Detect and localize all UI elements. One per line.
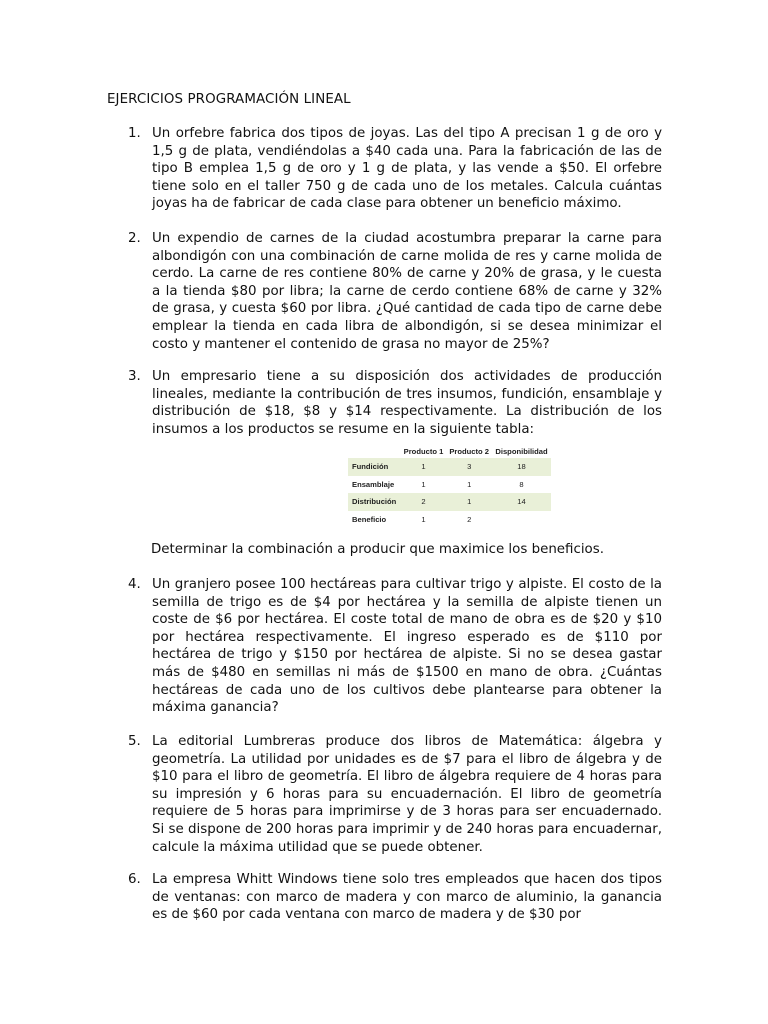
exercise-number: 6.: [128, 872, 141, 887]
exercise-5: [128, 733, 662, 856]
exercise-text: Un granjero posee 100 hectáreas para cultivar trigo y alpiste. El costo de la semilla de trigo es de $4 por hectárea y la semilla de alpiste tienen un coste de $6 por hectárea. El coste total de mano de obra es de $20 y $10 por hectárea respectivamente. El ingreso esperado es de $110 por hectárea de trigo y $150 por hectárea de alpiste. Si no se desea gastar más de $480 en semillas ni más de $1500 en mano de obra. ¿Cuántas hectáreas de cada uno de los cultivos debe plantearse para obtener la máxima ganancia?: [152, 577, 662, 716]
table-row: [348, 476, 551, 494]
table-cell: 2: [467, 514, 472, 524]
table-cell: 2: [401, 493, 447, 511]
exercise-text: La empresa Whitt Windows tiene solo tres empleados que hacen dos tipos de ventanas: con marco de madera y con marco de aluminio, la ganancia es de $60 por cada ventana con marco de madera y de $30 por: [152, 872, 662, 923]
table-cell: 1: [467, 479, 472, 489]
table-header-cell: Disponibilidad: [495, 446, 548, 456]
table-cell: 3: [446, 458, 492, 476]
exercise-number: 5.: [128, 734, 141, 749]
page-title: EJERCICIOS PROGRAMACIÓN LINEAL: [107, 92, 351, 107]
exercise-text: Un expendio de carnes de la ciudad acostumbra preparar la carne para albondigón con una combinación de carne molida de res y carne molida de cerdo. La carne de res contiene 80% de carne y 20% de grasa, y le cuesta a la tienda $80 por libra; la carne de cerdo contiene 68% de carne y 32% de grasa, y cuesta $60 por libra. ¿Qué cantidad de cada tipo de carne debe emplear la tienda en cada libra de albondigón, si se desea minimizar el costo y mantener el contenido de grasa no mayor de 25%?: [152, 231, 662, 352]
table-row: [348, 458, 551, 476]
table-header-cell: [348, 444, 401, 458]
table-row-label: Beneficio: [352, 514, 387, 524]
exercise-number: 2.: [128, 231, 141, 246]
table-row-label: Distribución: [348, 493, 401, 511]
table-cell: 1: [401, 458, 447, 476]
exercise-number: 1.: [128, 126, 141, 141]
exercise-number: 3.: [128, 369, 141, 384]
exercise-3-note: Determinar la combinación a producir que maximice los beneficios.: [151, 542, 604, 557]
table-cell: 18: [492, 458, 551, 476]
table-header-cell: Producto 1: [403, 446, 444, 456]
production-table: [348, 444, 551, 528]
table-cell: [492, 511, 551, 529]
exercise-4: [128, 576, 662, 717]
exercise-6: [128, 871, 662, 924]
exercise-text: La editorial Lumbreras produce dos libros de Matemática: álgebra y geometría. La utilidad por unidades es de $7 para el libro de álgebra y de $10 para el libro de geometría. El libro de álgebra requiere de 4 horas para su impresión y 6 horas para su encuadernación. El libro de geometría requiere de 5 horas para imprimirse y de 3 horas para ser encuadernado. Si se dispone de 200 horas para imprimir y de 240 horas para encuadernar, calcule la máxima utilidad que se puede obtener.: [152, 734, 662, 855]
exercise-1: [128, 125, 662, 213]
table-row-label: Ensamblaje: [352, 479, 395, 489]
exercise-text: Un empresario tiene a su disposición dos actividades de producción lineales, mediante la contribución de tres insumos, fundición, ensamblaje y distribución de $18, $8 y $14 respectivamente. La distribución de los insumos a los productos se resume en la siguiente tabla:: [152, 369, 662, 437]
table-row: [348, 493, 551, 511]
table-row-label: Fundición: [348, 458, 401, 476]
table-header-row: [348, 444, 551, 458]
exercise-text: Un orfebre fabrica dos tipos de joyas. Las del tipo A precisan 1 g de oro y 1,5 g de plata, vendiéndolas a $40 cada una. Para la fabricación de las de tipo B emplea 1,5 g de oro y 1 g de plata, y las vende a $50. El orfebre tiene solo en el taller 750 g de cada uno de los metales. Calcula cuántas joyas ha de fabricar de cada clase para obtener un beneficio máximo.: [152, 126, 662, 212]
table-cell: 1: [421, 514, 426, 524]
exercise-2: [128, 230, 662, 353]
exercise-3: [128, 368, 662, 438]
exercise-number: 4.: [128, 577, 141, 592]
table-header-cell: Producto 2: [449, 446, 490, 456]
table-cell: 14: [492, 493, 551, 511]
table-row: [348, 511, 551, 529]
table-cell: 1: [421, 479, 426, 489]
table-cell: 1: [446, 493, 492, 511]
table-cell: 8: [519, 479, 524, 489]
